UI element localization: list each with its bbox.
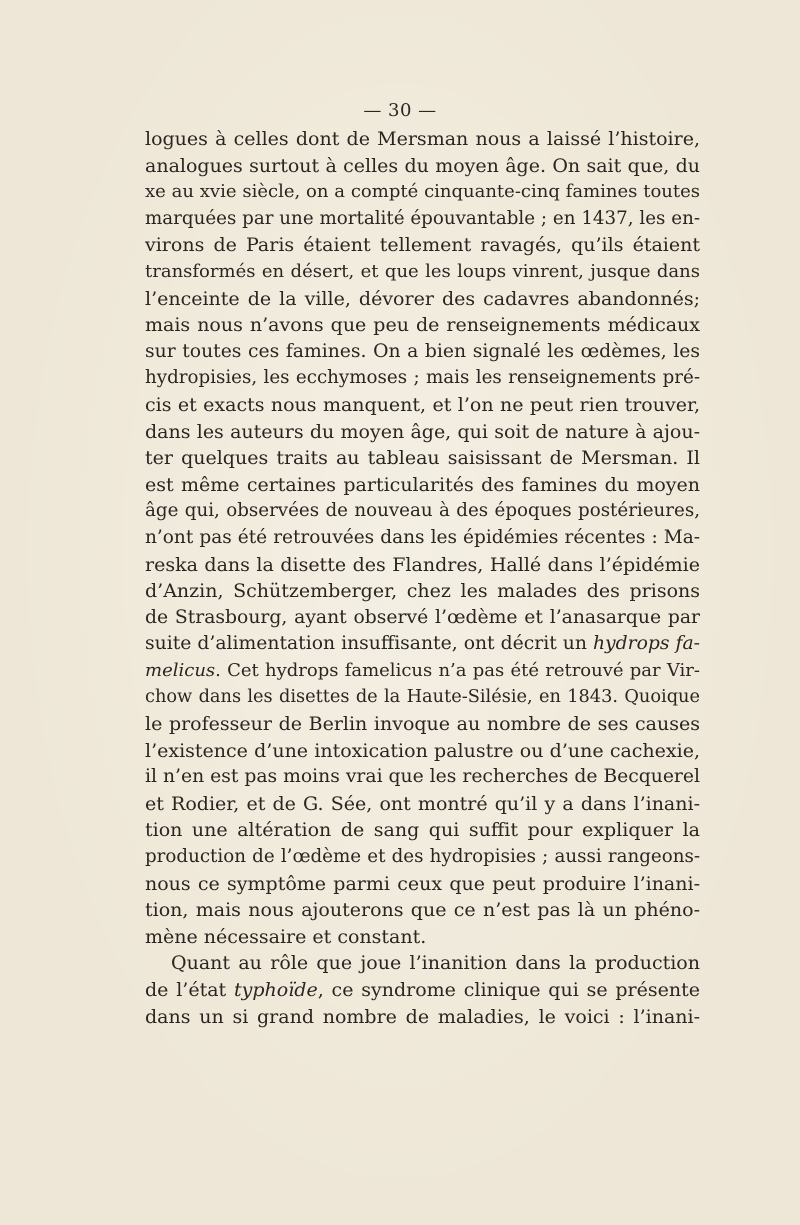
text-line: Quant au rôle que joue l’inanition dans la production [171, 952, 700, 975]
text-line: le professeur de Berlin invoque au nombre de ses causes [145, 713, 700, 736]
text-line: âge qui, observées de nouveau à des époques postérieures, [145, 500, 700, 522]
text-line: l’existence d’une intoxication palustre ou d’une cachexie, [145, 739, 700, 762]
text-line: et Rodier, et de G. Sée, ont montré qu’il y a dans l’inani- [145, 792, 700, 815]
text-line: est même certaines particularités des famines du moyen [145, 473, 700, 496]
text-line: tion une altération de sang qui suffit pour expliquer la [145, 819, 700, 842]
italic-term: hydrops fa- [592, 633, 700, 655]
text-segment: . Cet hydrops famelicus n’a pas été retrouvé par Vir- [215, 659, 700, 681]
italic-term: typhoïde [234, 979, 318, 1001]
text-line: cis et exacts nous manquent, et l’on ne peut rien trouver, [145, 393, 700, 416]
text-line: nous ce symptôme parmi ceux que peut produire l’inani- [145, 872, 700, 895]
text-line: sur toutes ces famines. On a bien signalé les œdèmes, les [145, 340, 700, 362]
text-line: dans un si grand nombre de maladies, le voici : l’inani- [145, 1005, 700, 1028]
text-line: logues à celles dont de Mersman nous a laissé l’histoire, [145, 128, 700, 150]
text-line: transformés en désert, et que les loups vinrent, jusque dans [145, 260, 700, 282]
text-segment: , ce syndrome clinique qui se présente [317, 979, 700, 1001]
text-line: dans les auteurs du moyen âge, qui soit de nature à ajou- [145, 420, 700, 443]
text-line: l’enceinte de la ville, dévorer des cadavres abandonnés; [145, 287, 700, 310]
text-line: reska dans la disette des Flandres, Hallé dans l’épidémie [145, 553, 700, 576]
text-line: hydropisies, les ecchymoses ; mais les renseignements pré- [145, 367, 700, 389]
body-text [145, 126, 700, 1030]
text-line: production de l’œdème et des hydropisies ; aussi rangeons- [145, 846, 700, 868]
text-segment: suite d’alimentation insuffisante, ont décrit un [145, 633, 593, 655]
text-line: marquées par une mortalité épouvantable ; en 1437, les en- [145, 207, 700, 229]
text-line [145, 631, 700, 658]
text-line: virons de Paris étaient tellement ravagés, qu’ils étaient [145, 234, 700, 257]
text-line: xe au xvie siècle, on a compté cinquante-cinq famines toutes [145, 181, 700, 203]
text-line: ter quelques traits au tableau saisissant de Mersman. Il [145, 447, 700, 470]
text-line: de Strasbourg, ayant observé l’œdème et l’anasarque par [145, 606, 700, 628]
text-line: chow dans les disettes de la Haute-Silésie, en 1843. Quoique [145, 687, 700, 708]
text-line: tion, mais nous ajouterons que ce n’est pas là un phéno- [145, 899, 700, 922]
italic-term: melicus [145, 659, 216, 681]
page-number: — 30 — [363, 100, 437, 121]
text-line: mais nous n’avons que peu de renseignements médicaux [145, 314, 700, 337]
text-line: n’ont pas été retrouvées dans les épidémies récentes : Ma- [145, 526, 700, 548]
text-line [145, 658, 700, 685]
text-line: mène nécessaire et constant. [145, 925, 427, 948]
text-line: d’Anzin, Schützemberger, chez les malades des prisons [145, 580, 700, 603]
text-line: analogues surtout à celles du moyen âge. On sait que, du [145, 154, 700, 177]
text-line [145, 977, 700, 1004]
text-line: il n’en est pas moins vrai que les recherches de Becquerel [145, 766, 700, 788]
text-segment: de l’état [145, 979, 234, 1001]
